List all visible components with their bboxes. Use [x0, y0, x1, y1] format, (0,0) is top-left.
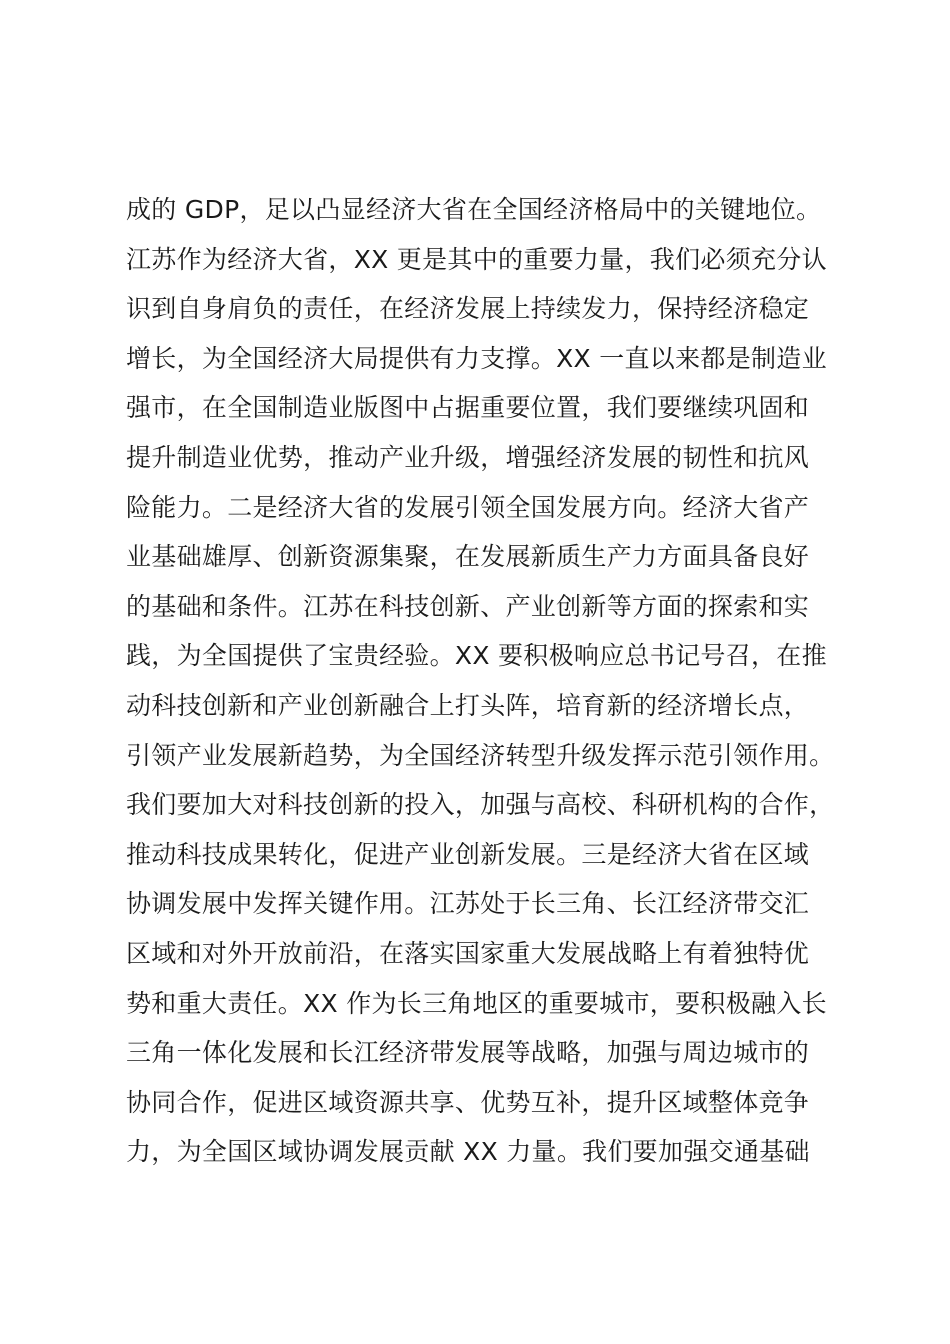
text-line: 动科技创新和产业创新融合上打头阵，培育新的经济增长点，: [126, 690, 810, 720]
text-line: 三角一体化发展和长江经济带发展等战略，加强与周边城市的: [126, 1038, 810, 1068]
text-line: 江苏作为经济大省，XX 更是其中的重要力量，我们必须充分认: [126, 244, 827, 274]
text-line: 引领产业发展新趋势，为全国经济转型升级发挥示范引领作用。: [126, 740, 835, 770]
text-line: 区域和对外开放前沿，在落实国家重大发展战略上有着独特优: [126, 938, 810, 968]
text-line: 势和重大责任。XX 作为长三角地区的重要城市，要积极融入长: [126, 988, 827, 1018]
text-line: 推动科技成果转化，促进产业创新发展。三是经济大省在区域: [126, 839, 810, 869]
text-line: 践，为全国提供了宝贵经验。XX 要积极响应总书记号召，在推: [126, 641, 827, 671]
text-line: 协同合作，促进区域资源共享、优势互补，提升区域整体竞争: [126, 1087, 810, 1117]
text-line: 业基础雄厚、创新资源集聚，在发展新质生产力方面具备良好: [126, 542, 810, 572]
text-line: 险能力。二是经济大省的发展引领全国发展方向。经济大省产: [126, 492, 810, 522]
text-line: 提升制造业优势，推动产业升级，增强经济发展的韧性和抗风: [126, 442, 810, 472]
text-line: 协调发展中发挥关键作用。江苏处于长三角、长江经济带交汇: [126, 889, 810, 919]
text-line: 识到自身肩负的责任，在经济发展上持续发力，保持经济稳定: [126, 294, 810, 324]
body-text: [126, 185, 846, 1177]
text-line: 的基础和条件。江苏在科技创新、产业创新等方面的探索和实: [126, 591, 810, 621]
text-line: 我们要加大对科技创新的投入，加强与高校、科研机构的合作，: [126, 790, 835, 820]
text-line: 增长，为全国经济大局提供有力支撑。XX 一直以来都是制造业: [126, 343, 827, 373]
text-line: 强市，在全国制造业版图中占据重要位置，我们要继续巩固和: [126, 393, 810, 423]
text-line: 力，为全国区域协调发展贡献 XX 力量。我们要加强交通基础: [126, 1137, 810, 1167]
text-line: 成的 GDP，足以凸显经济大省在全国经济格局中的关键地位。: [126, 195, 822, 224]
